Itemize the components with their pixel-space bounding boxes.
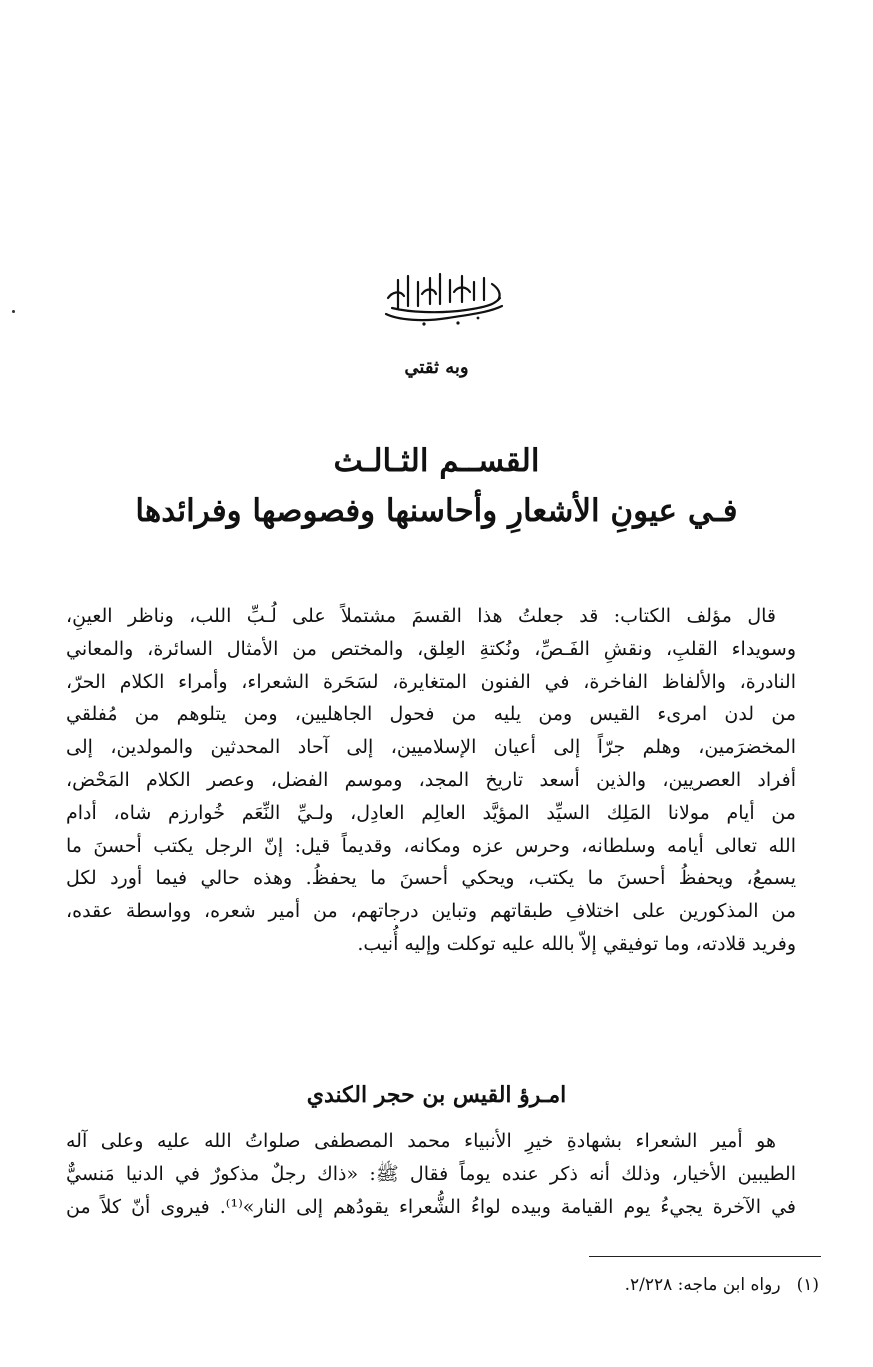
- text-line: هو أمير الشعراء بشهادةِ خيرِ الأنبياء محمد المصطفى صلواتُ الله عليه وعلى آله: [66, 1130, 776, 1152]
- section-title: القســم الثـالـث: [333, 443, 540, 479]
- text-line: أفراد العصريين، والذين أسعد تاريخ المجد، وموسم الفضل، وعصر الكلام المَحْض،: [66, 768, 796, 791]
- poet-heading: امـرؤ القيس بن حجر الكندي: [306, 1082, 567, 1108]
- footnote-text: رواه ابن ماجه: ٢/٢٢٨.: [624, 1275, 781, 1295]
- text-line: من لدن امرىء القيس ومن يليه من فحول الجاهليين، ومن يتلوهم من مُفلقي: [66, 703, 796, 726]
- text-line: في الآخرة يجيءُ يوم القيامة وبيده لواءُ الشُّعراء يقودُهم إلى النار»⁽¹⁾. فيروى أنّ كلاً من: [66, 1196, 797, 1218]
- scan-speck: [12, 310, 15, 313]
- section-subtitle: فـي عيونِ الأشعارِ وأحاسنها وفصوصها وفرائدها: [135, 493, 738, 529]
- poet-paragraph: [66, 1125, 796, 1224]
- footnote-divider: [589, 1256, 821, 1257]
- text-line: الله تعالى أيامه وسلطانه، وحرس عزه ومكانه، وقديماً قيل: إنّ الرجل يكتب أحسنَ ما: [66, 834, 796, 857]
- text-line: الطيبين الأخيار، وذلك أنه ذكر عنده يوماً فقال ﷺ: «ذاك رجلٌ مذكورٌ في الدنيا مَنسيٌّ: [66, 1163, 796, 1185]
- basmala-calligraphy: [378, 268, 508, 332]
- text-line: المخضرَمين، وهلم جرّاً إلى أعيان الإسلاميين، إلى آحاد المحدثين والمولدين، إلى: [66, 736, 796, 759]
- intro-paragraph: [66, 600, 796, 961]
- footnote: [625, 1275, 819, 1295]
- text-line: من المذكورين على اختلافِ طبقاتهم وتباين درجاتهم، من أمير شعره، وواسطة عقده،: [66, 900, 796, 923]
- text-line: من أيام مولانا المَلِك السيِّد المؤيَّد العالِم العادِل، ولـيِّ النِّعَم خُوارزم شاه، أدام: [66, 801, 796, 824]
- text-line: قال مؤلف الكتاب: قد جعلتُ هذا القسمَ مشتملاً على لُـبِّ اللب، وناظر العينِ،: [66, 605, 776, 627]
- basmala-calligraphy-icon: [378, 268, 508, 332]
- footnote-marker: (١): [796, 1275, 819, 1295]
- invocation-line: وبه ثقتي: [404, 357, 469, 378]
- text-line: يسمعُ، ويحفظُ أحسنَ ما يكتب، ويحكي أحسنَ ما يحفظُ. وهذه حالي فيما أورد لكل: [66, 867, 796, 890]
- text-line: النادرة، والألفاظ الفاخرة، في الفنون المتغايرة، لسَحَرة الشعراء، وأمراء الكلام الحرّ،: [66, 670, 796, 693]
- text-line: وسويداء القلبِ، ونقشِ الفَـصِّ، ونُكتةِ العِلق، والمختص من الأمثال السائرة، والمعاني: [66, 637, 796, 660]
- text-line: وفريد قلادته، وما توفيقي إلاّ بالله عليه توكلت وإليه أُنيب.: [357, 932, 796, 955]
